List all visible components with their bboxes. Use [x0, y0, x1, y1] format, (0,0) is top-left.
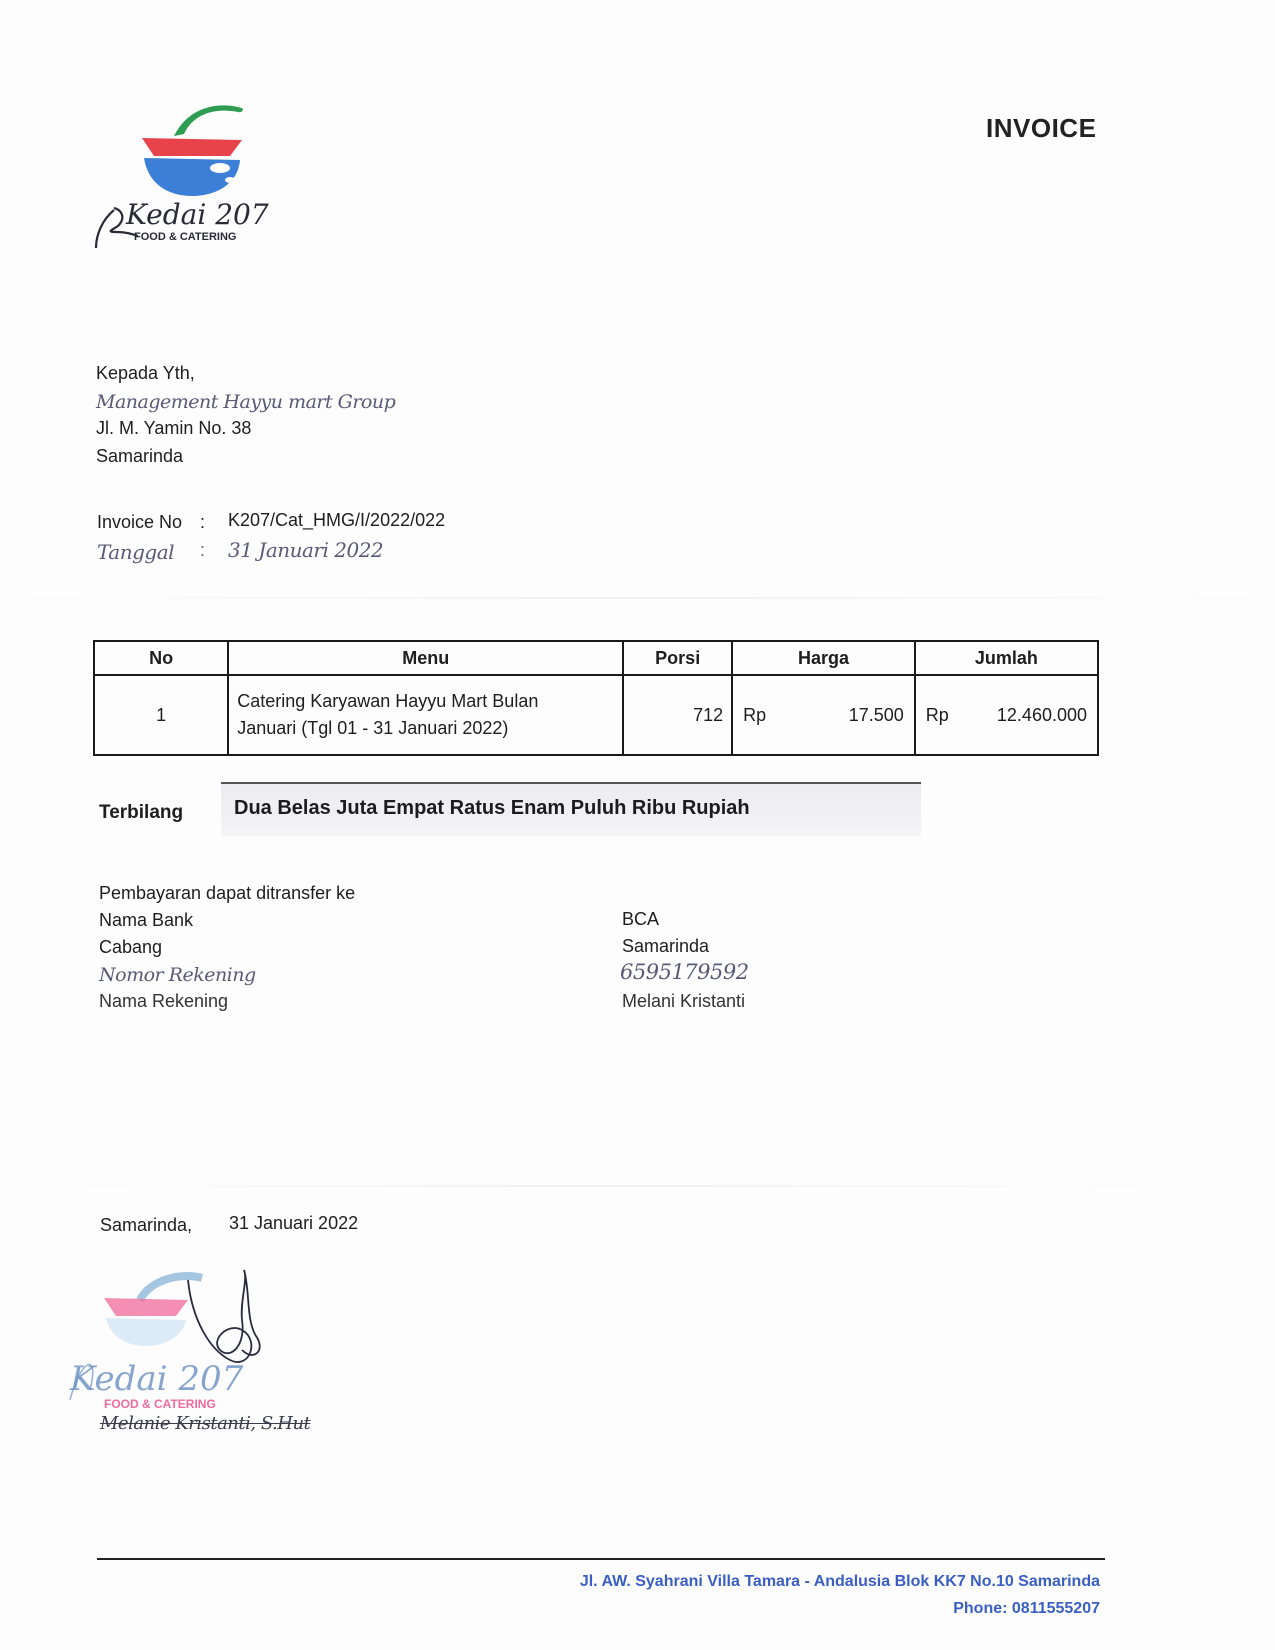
company-stamp: [60, 1250, 360, 1440]
terbilang-label: Terbilang: [99, 802, 184, 823]
svg-text:Kedai 207: Kedai 207: [70, 1359, 244, 1399]
signer-name: Melanie Kristanti, S.Hut: [100, 1413, 311, 1434]
colon: :: [200, 512, 206, 532]
salutation: Kepada Yth,: [96, 363, 195, 383]
document-title: INVOICE: [986, 113, 1097, 143]
menu-line-2: Januari (Tgl 01 - 31 Januari 2022): [237, 718, 509, 738]
date-label: Tanggal: [97, 540, 175, 564]
bowl-logo-icon: [92, 100, 292, 250]
account-name-value: Melani Kristanti: [622, 991, 746, 1011]
invoice-number-label: Invoice No: [97, 512, 183, 532]
footer-phone: Phone: 0811555207: [953, 1600, 1100, 1617]
bank-label: Nama Bank: [99, 910, 194, 930]
branch-value: Samarinda: [622, 936, 710, 956]
column-header-no: No: [94, 641, 228, 675]
signature-date: 31 Januari 2022: [229, 1213, 359, 1233]
branch-label: Cabang: [99, 937, 163, 957]
cell-no: 1: [94, 675, 228, 755]
cell-jumlah: [915, 675, 1098, 755]
cell-menu: [228, 675, 623, 755]
column-header-menu: Menu: [228, 641, 623, 675]
table-header-row: [94, 641, 1098, 675]
colon: :: [200, 540, 206, 560]
column-header-harga: Harga: [732, 641, 915, 675]
account-number-value: 6595179592: [620, 960, 749, 984]
currency-label: Rp: [925, 704, 949, 725]
invoice-date: 31 Januari 2022: [228, 538, 384, 562]
svg-text:FOOD & CATERING: FOOD & CATERING: [104, 1397, 216, 1411]
account-name-label: Nama Rekening: [99, 991, 229, 1011]
footer-divider: [97, 1558, 1105, 1560]
bank-value: BCA: [622, 909, 660, 929]
column-header-jumlah: Jumlah: [915, 641, 1098, 675]
cell-porsi: 712: [623, 675, 732, 755]
currency-label: Rp: [743, 704, 767, 725]
table-row: [94, 675, 1098, 755]
payment-intro: Pembayaran dapat ditransfer ke: [99, 883, 356, 903]
recipient-street: Jl. M. Yamin No. 38: [96, 418, 252, 438]
amount-in-words: Dua Belas Juta Empat Ratus Enam Puluh Ribu Rupiah: [234, 797, 750, 819]
invoice-number: K207/Cat_HMG/I/2022/022: [228, 510, 446, 530]
account-number-label: Nomor Rekening: [99, 964, 256, 986]
recipient-city: Samarinda: [96, 446, 184, 466]
logo-tagline: FOOD & CATERING: [134, 231, 237, 243]
harga-value: 17.500: [848, 704, 904, 725]
scan-artifact: [60, 1185, 1160, 1187]
invoice-table: [93, 640, 1099, 756]
cell-harga: [732, 675, 915, 755]
company-logo: [92, 100, 292, 250]
stamp-icon: [60, 1250, 360, 1440]
footer-address: Jl. AW. Syahrani Villa Tamara - Andalusia Blok KK7 No.10 Samarinda: [579, 1573, 1100, 1590]
signature-place: Samarinda,: [100, 1215, 193, 1235]
logo-wordmark: Kedai 207: [126, 198, 269, 231]
column-header-porsi: Porsi: [623, 641, 732, 675]
recipient-name: Management Hayyu mart Group: [96, 391, 396, 413]
scan-artifact: [0, 597, 1275, 599]
jumlah-value: 12.460.000: [996, 704, 1087, 725]
menu-line-1: Catering Karyawan Hayyu Mart Bulan: [237, 691, 539, 711]
